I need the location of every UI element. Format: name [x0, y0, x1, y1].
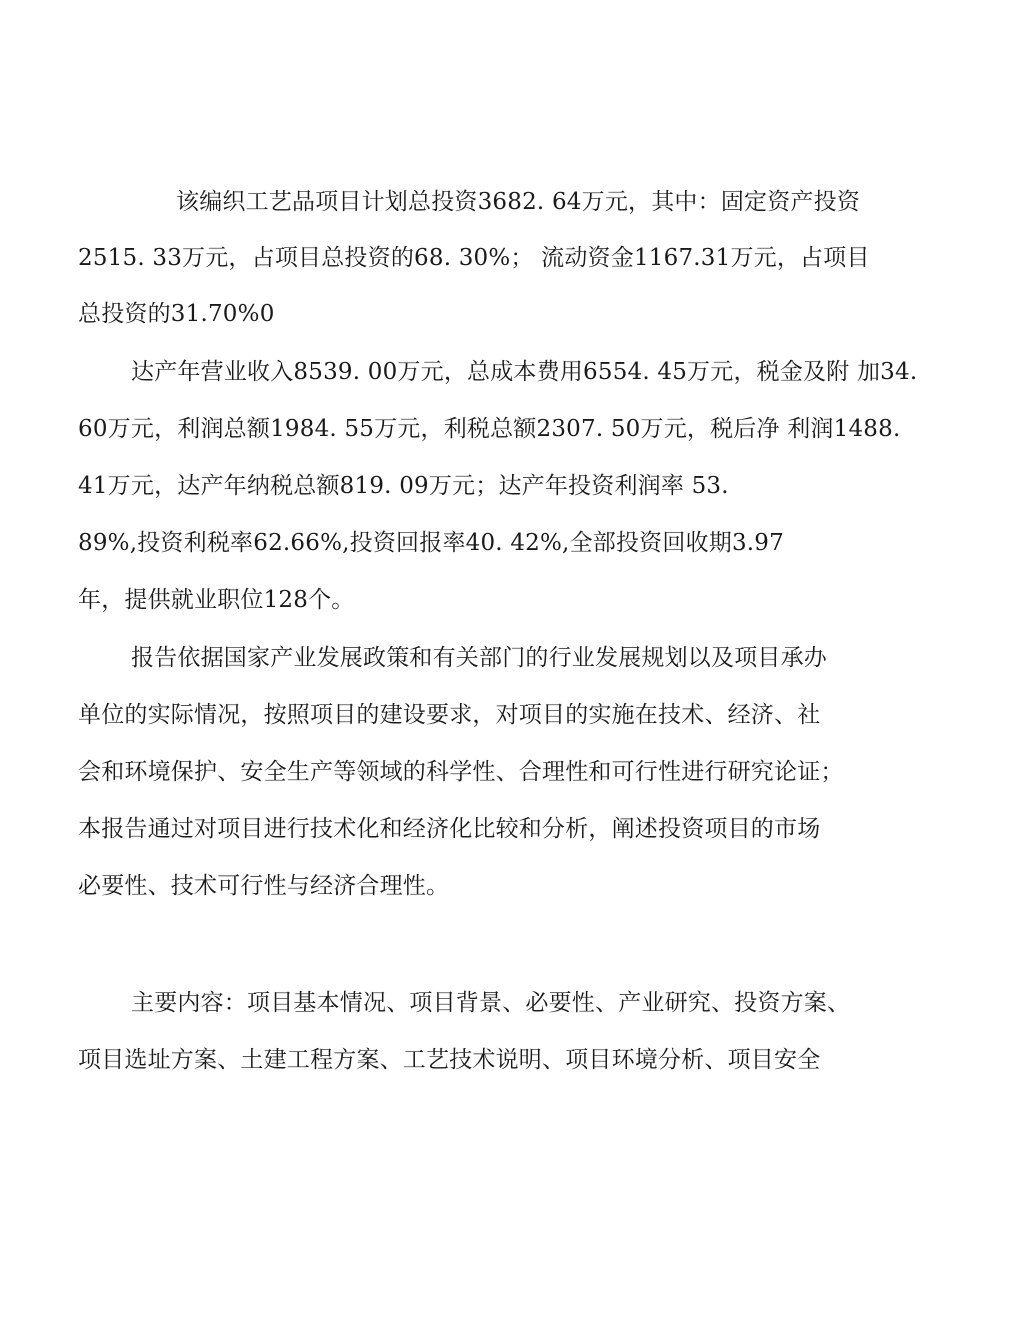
text-line: 会和环境保护、安全生产等领域的科学性、合理性和可行性进行研究论证；: [78, 759, 844, 785]
text-line: 总投资的31.70%0: [78, 301, 275, 327]
text-line: 年，提供就业职位128个。: [78, 587, 355, 613]
text-line: 达产年营业收入8539. 00万元，总成本费用6554. 45万元，税金及附 加34.: [131, 359, 918, 385]
text-line: 41万元，达产年纳税总额819. 09万元；达产年投资利润率 53.: [78, 473, 729, 499]
text-line: 2515. 33万元，占项目总投资的68. 30%； 流动资金1167.31万元，占项目: [78, 245, 870, 271]
text-line: 本报告通过对项目进行技术化和经济化比较和分析，阐述投资项目的市场: [78, 816, 821, 842]
text-line: 89%,投资利税率62.66%,投资回报率40. 42%,全部投资回收期3.97: [78, 530, 784, 556]
text-line: 该编织工艺品项目计划总投资3682. 64万元，其中：固定资产投资: [176, 189, 861, 215]
text-line: 单位的实际情况，按照项目的建设要求，对项目的实施在技术、经济、社: [78, 702, 821, 728]
text-line: 60万元，利润总额1984. 55万元，利税总额2307. 50万元，税后净 利润1488.: [78, 416, 901, 442]
text-line: 必要性、技术可行性与经济合理性。: [78, 873, 450, 899]
text-line: 报告依据国家产业发展政策和有关部门的行业发展规划以及项目承办: [131, 645, 827, 671]
text-line: 项目选址方案、土建工程方案、工艺技术说明、项目环境分析、项目安全: [78, 1047, 821, 1073]
text-line: 主要内容：项目基本情况、项目背景、必要性、产业研究、投资方案、: [131, 990, 851, 1016]
